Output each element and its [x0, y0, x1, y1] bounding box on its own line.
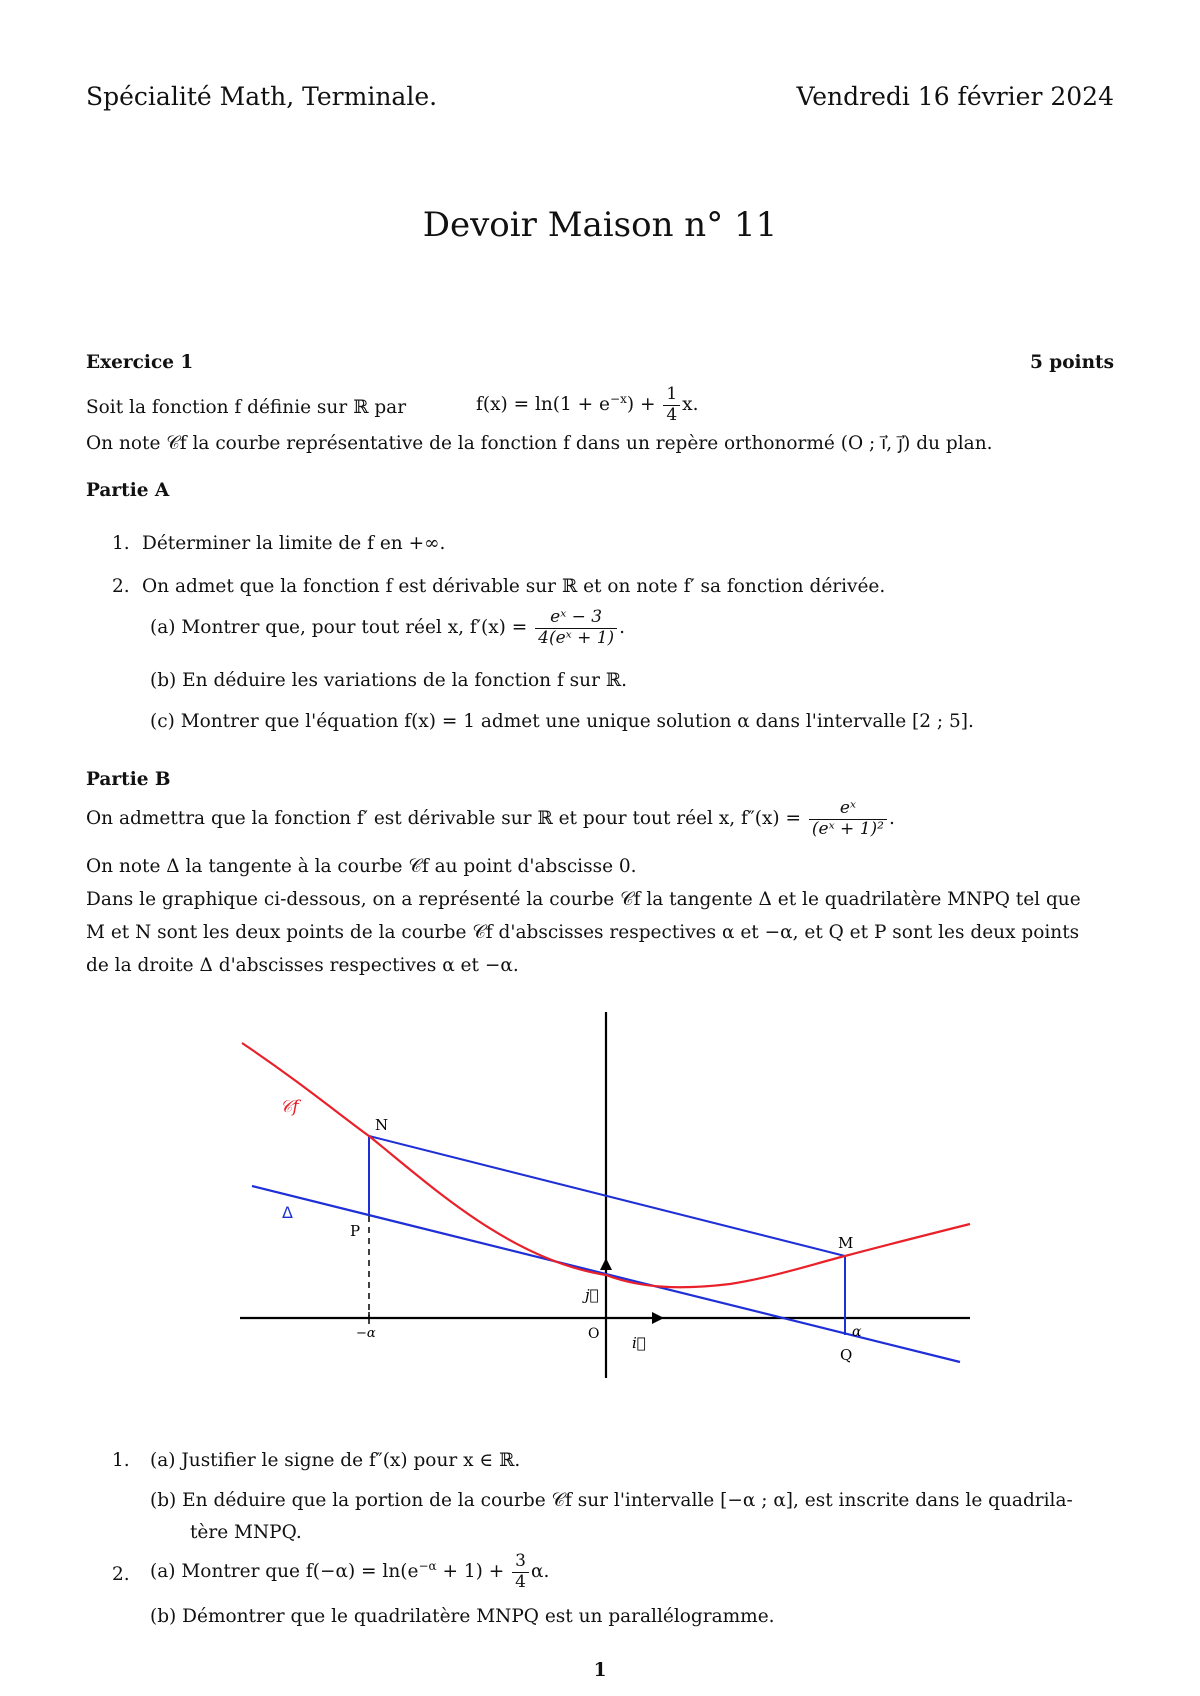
part-a-q1-number: 1.: [112, 533, 130, 554]
part-b-line-1: On admettra que la fonction f′ est dérivable sur ℝ et pour tout réel x, f″(x) = $\frac{\text{eˣ}}{\text{(eˣ + 1)²}}$ .: [86, 798, 895, 839]
q2b: [150, 1606, 775, 1628]
part-a-q1: Déterminer la limite de f en +∞.: [142, 533, 446, 554]
item-text: En déduire que la portion de la courbe 𝒞f sur l'intervalle [−α ; α], est inscrite dans le quadrila-: [182, 1490, 1073, 1511]
q1a: [150, 1450, 520, 1472]
item-text: Démontrer que le quadrilatère MNPQ est un parallélogramme.: [182, 1606, 775, 1627]
part-b-line-5: de la droite Δ d'abscisses respectives α et −α.: [86, 955, 519, 976]
curve-label: 𝒞f: [280, 1097, 299, 1117]
label-origin: O: [588, 1326, 600, 1342]
item-label: (a): [150, 1561, 176, 1583]
label-i: i⃗: [632, 1334, 646, 1352]
item-text: Justifier le signe de f″(x) pour x ∈ ℝ.: [181, 1450, 521, 1471]
part-b-title: Partie B: [86, 769, 171, 790]
q1b: [150, 1490, 1073, 1512]
label-P: P: [350, 1222, 361, 1240]
label-j: j⃗: [585, 1286, 599, 1304]
intro-text: Soit la fonction f définie sur ℝ par: [86, 397, 407, 418]
q2a: (a) Montrer que $f(-\alpha) = \ln(e^{-\alpha} + 1)$ + $\frac{3}{4}$ α.: [150, 1551, 550, 1592]
part-a-q2-number: 2.: [112, 576, 130, 597]
label-minus-alpha: −α: [356, 1326, 376, 1341]
q1-number: 1.: [112, 1450, 130, 1471]
page-title: Devoir Maison n° 11: [422, 205, 778, 245]
part-b-line-3: Dans le graphique ci-dessous, on a représenté la courbe 𝒞f la tangente Δ et le quadrilatère MNPQ tel que: [86, 889, 1081, 910]
item-label: (a): [150, 617, 176, 639]
page-number: 1: [593, 1660, 607, 1681]
formula-mid: ) +: [626, 394, 656, 416]
exercise-label: Exercice 1: [86, 352, 194, 373]
part-b-line-4: M et N sont les deux points de la courbe 𝒞f d'abscisses respectives α et −α, et Q et P sont les deux points: [86, 922, 1080, 943]
label-Q: Q: [840, 1346, 853, 1364]
part-b-line-2: On note Δ la tangente à la courbe 𝒞f au point d'abscisse 0.: [86, 856, 637, 877]
item-label: (b): [150, 1606, 177, 1627]
fraction-quarter: $\frac{1}{4}$: [663, 385, 680, 425]
arrow-j-icon: [600, 1258, 612, 1270]
fraction-second-derivative: $\frac{\text{eˣ}}{\text{(eˣ + 1)²}}$: [809, 799, 887, 839]
part-a-q2: On admet que la fonction f est dérivable sur ℝ et on note f′ sa fonction dérivée.: [142, 576, 886, 597]
item-text: Montrer que, pour tout réel x, f′(x) =: [181, 617, 528, 639]
item-text: Montrer que f(−α) = ln(e: [181, 1561, 419, 1583]
q1b-continuation: tère MNPQ.: [190, 1522, 302, 1543]
header-right: Vendredi 16 février 2024: [796, 82, 1114, 111]
item-text: Montrer que l'équation f(x) = 1 admet une unique solution α dans l'intervalle [2 ; 5].: [180, 711, 974, 732]
fraction-derivative: $\frac{\text{eˣ − 3}}{\text{4(eˣ + 1)}}$: [535, 608, 617, 648]
part-a-q2a: (a) Montrer que, pour tout réel x, f′(x) = $\frac{\text{eˣ − 3}}{\text{4(eˣ + 1)}}$ .: [150, 607, 626, 648]
item-label: (b): [150, 1490, 177, 1511]
formula-exp: −x: [610, 391, 627, 406]
formula-end: x.: [682, 394, 699, 416]
fraction-three-quarters: $\frac{3}{4}$: [512, 1552, 529, 1592]
item-text: En déduire les variations de la fonction f sur ℝ.: [182, 670, 628, 691]
label-M: M: [838, 1234, 854, 1252]
item-label: (c): [150, 711, 175, 732]
exponent: −α: [418, 1558, 437, 1573]
tangent-label: Δ: [282, 1203, 293, 1222]
part-b-text: On admettra que la fonction f′ est dérivable sur ℝ et pour tout réel x, f″(x) =: [86, 808, 802, 830]
item-label: (b): [150, 670, 177, 691]
q2-number: 2.: [112, 1564, 130, 1585]
header-left: Spécialité Math, Terminale.: [86, 82, 438, 111]
item-mid: + 1) +: [442, 1561, 505, 1583]
intro-line-2: On note 𝒞f la courbe représentative de la fonction f dans un repère orthonormé (O ; i⃗, j⃗) du plan.: [86, 433, 993, 454]
label-alpha: α: [852, 1324, 862, 1340]
exercise-points: 5 points: [1029, 352, 1114, 373]
arrow-i-icon: [652, 1312, 664, 1324]
formula-left: f(x) = ln(1 + e: [476, 394, 611, 416]
item-label: (a): [150, 1450, 176, 1471]
label-N: N: [375, 1116, 389, 1134]
part-a-title: Partie A: [86, 480, 170, 501]
